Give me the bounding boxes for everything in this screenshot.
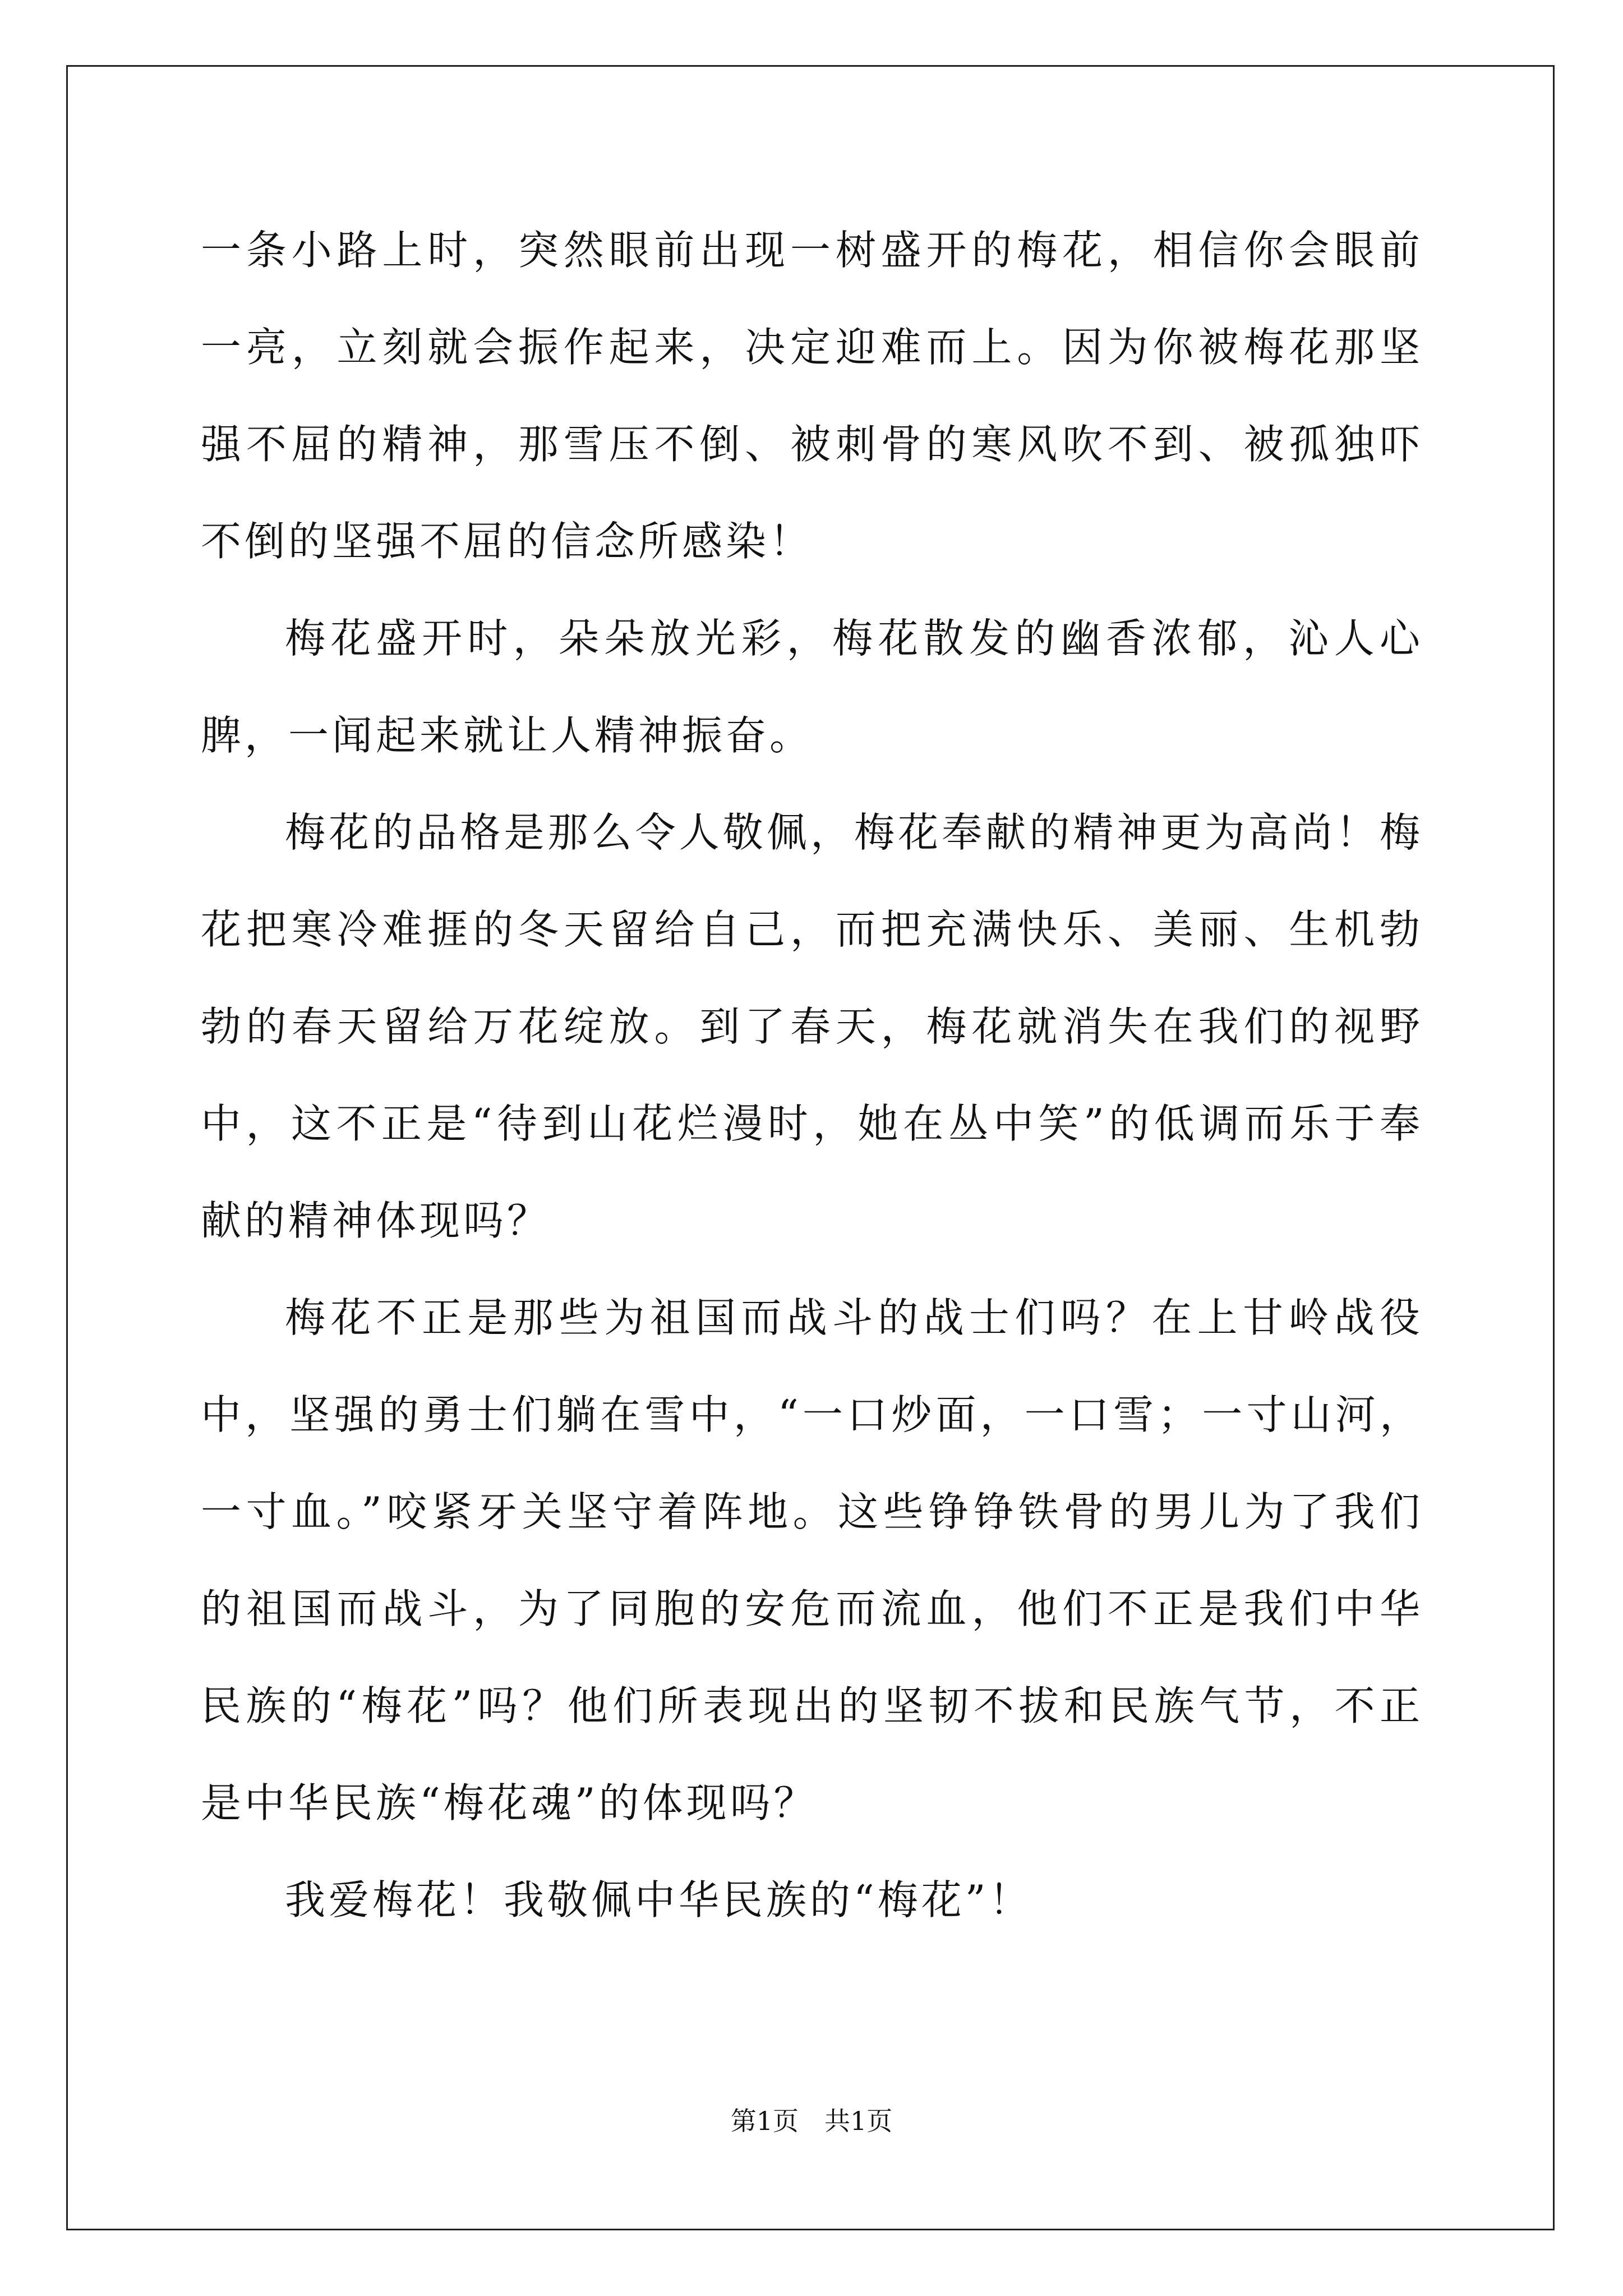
paragraph-closing: 我爱梅花！我敬佩中华民族的“梅花”！ <box>285 1876 1033 1924</box>
paragraph-continuation: 一条小路上时，突然眼前出现一树盛开的梅花，相信你会眼前一亮，立刻就会振作起来，决定迎难而上。因为你被梅花那坚强不屈的精神，那雪压不倒、被刺骨的寒风吹不到、被孤独吓不倒的坚强不屈的信念所感染！ <box>201 227 1423 565</box>
paragraph-soldiers: 梅花不正是那些为祖国而战斗的战士们吗？在上甘岭战役中，坚强的勇士们躺在雪中，“一口炒面，一口雪；一寸山河，一寸血。”咬紧牙关坚守着阵地。这些铮铮铁骨的男儿为了我们的祖国而战斗，为了同胞的安危而流血，他们不正是我们中华民族的“梅花”吗？他们所表现出的坚韧不拔和民族气节，不正是中华民族“梅花魂”的体现吗？ <box>201 1294 1423 1826</box>
page-number-footer: 第1页 共1页 <box>730 2106 893 2136</box>
paragraph-character: 梅花的品格是那么令人敬佩，梅花奉献的精神更为高尚！梅花把寒冷难捱的冬天留给自己，而把充满快乐、美丽、生机勃勃的春天留给万花绽放。到了春天，梅花就消失在我们的视野中，这不正是“待到山花烂漫时，她在丛中笑”的低调而乐于奉献的精神体现吗？ <box>201 809 1423 1244</box>
paragraph-fragrance: 梅花盛开时，朵朵放光彩，梅花散发的幽香浓郁，沁人心脾，一闻起来就让人精神振奋。 <box>201 615 1423 759</box>
document-body <box>201 202 1423 1949</box>
